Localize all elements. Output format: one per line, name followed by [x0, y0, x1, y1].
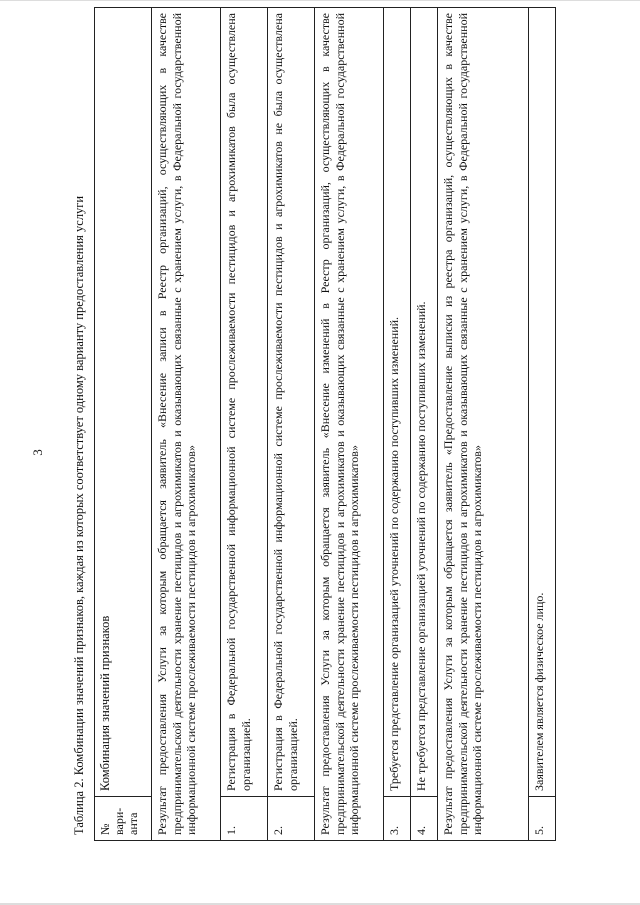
- variant-description: Регистрация в Федеральной государственной информационной системе прослеживаемости пестицидов и агрохимикатов была осуществлена организацией.: [221, 8, 268, 797]
- table-row: [268, 8, 315, 841]
- table-row: [221, 8, 268, 841]
- service-result-row: [315, 8, 384, 841]
- variant-number: 3.: [384, 797, 411, 841]
- table-row: [384, 8, 411, 841]
- variant-number: 4.: [411, 797, 438, 841]
- variant-description: Заявителем является физическое лицо.: [529, 8, 556, 797]
- variant-description: Не требуется представление организацией уточнений по содержанию поступивших изменений.: [411, 8, 438, 797]
- service-result-text: Результат предоставления Услуги за которым обращается заявитель «Внесение записи в Реестр организаций, осуществляющих в качестве предпринимательской деятельности хранение пестицидов и агрохимикатов и оказывающих связанные с хранением услуги, в Федеральной государственной информационной системе прослеживаемости пестицидов и агрохимикатов»: [152, 8, 221, 841]
- variant-number: 1.: [221, 797, 268, 841]
- page-number: 3: [30, 449, 45, 456]
- column-header-variant-number: № вари- анта: [95, 797, 152, 841]
- service-result-row: [152, 8, 221, 841]
- service-result-text: Результат предоставления Услуги за которым обращается заявитель «Предоставление выписки из реестра организаций, осуществляющих в качестве предпринимательской деятельности хранение пестицидов и агрохимикатов и оказывающих связанные с хранением услуги, в Федеральной государственной информационной системе прослеживаемости пестицидов и агрохимикатов»: [438, 8, 529, 841]
- table-row: [529, 8, 556, 841]
- variant-number: 2.: [268, 797, 315, 841]
- service-result-row: [438, 8, 529, 841]
- table-header-row: [95, 8, 152, 841]
- table-row: [411, 8, 438, 841]
- variants-table: [94, 7, 556, 841]
- service-result-text: Результат предоставления Услуги за которым обращается заявитель «Внесение изменений в Реестр организаций, осуществляющих в качестве предпринимательской деятельности хранение пестицидов и агрохимикатов и оказывающих связанные с хранением услуги, в Федеральной государственной информационной системе прослеживаемости пестицидов и агрохимикатов»: [315, 8, 384, 841]
- table-caption: Таблица 2. Комбинации значений признаков, каждая из которых соответствует одному варианту предоставления услуги: [72, 195, 86, 835]
- column-header-combination: Комбинация значений признаков: [95, 8, 152, 797]
- variant-number: 5.: [529, 797, 556, 841]
- variant-description: Регистрация в Федеральной государственной информационной системе прослеживаемости пестицидов и агрохимикатов не была осуществлена организацией.: [268, 8, 315, 797]
- variant-description: Требуется представление организацией уточнений по содержанию поступивших изменений.: [384, 8, 411, 797]
